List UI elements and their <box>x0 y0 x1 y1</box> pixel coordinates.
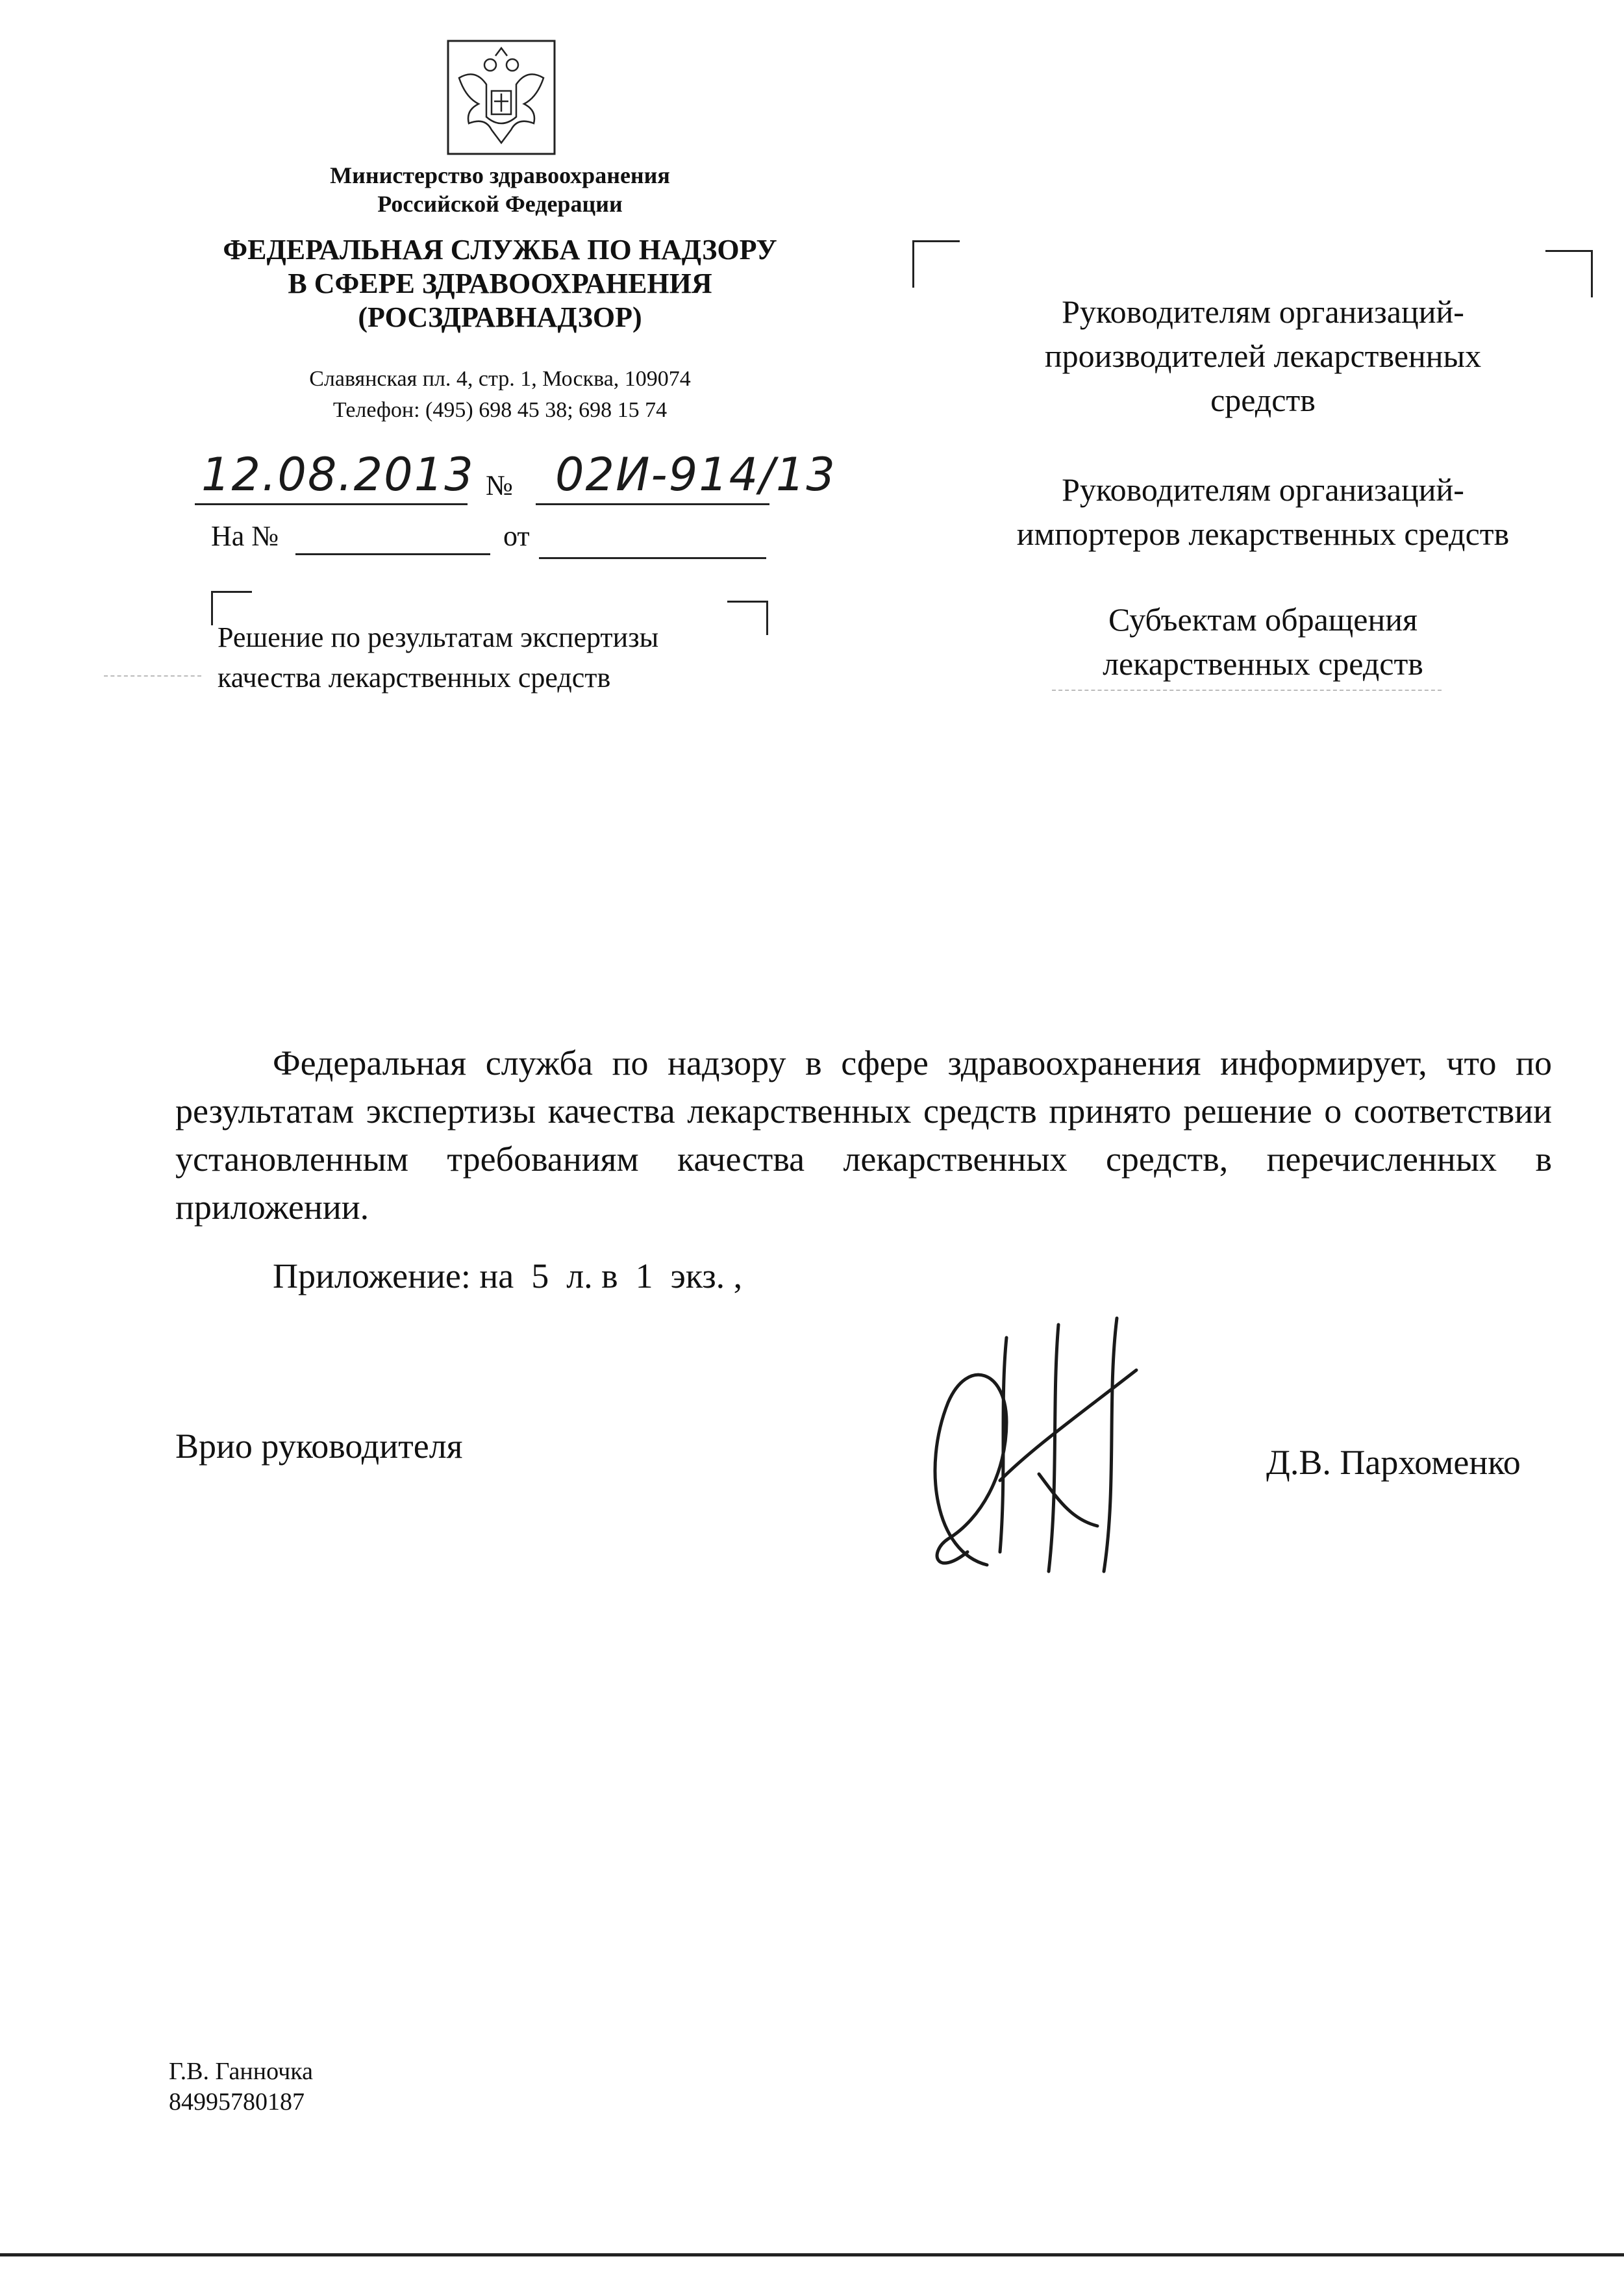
body-paragraph: Федеральная служба по надзору в сфере здравоохранения информирует, что по результатам экспертизы качества лекарственных средств принято решение о соответствии установленным требованиям качества лекарственных средств, перечисленных в приложении. <box>175 1043 1552 1227</box>
registration-number: 02И-914/13 <box>555 448 836 501</box>
addressee-3-line2: лекарственных средств <box>1103 645 1423 682</box>
service-name-line3: (РОСЗДРАВНАДЗОР) <box>358 301 642 333</box>
reference-number-label: На № <box>211 520 279 552</box>
ministry-name-line1: Министерство здравоохранения <box>330 162 670 188</box>
reference-number-line <box>295 553 490 555</box>
addressee-2-line2: импортеров лекарственных средств <box>1016 516 1510 552</box>
appendix-note: Приложение: на 5 л. в 1 экз. , <box>273 1256 743 1295</box>
scan-artifact-line <box>104 675 201 677</box>
executor-phone: 84995780187 <box>169 2088 305 2116</box>
addressee-1-line2: производителей лекарственных <box>1044 338 1482 374</box>
number-underline <box>536 503 769 505</box>
date-underline <box>195 503 468 505</box>
signer-name: Д.В. Пархоменко <box>1266 1443 1521 1482</box>
registration-date: 12.08.2013 <box>201 448 475 501</box>
scan-bottom-edge <box>0 2253 1624 2256</box>
service-name-line2: В СФЕРЕ ЗДРАВООХРАНЕНИЯ <box>288 268 712 299</box>
reference-from-line <box>539 557 766 559</box>
signer-title: Врио руководителя <box>175 1427 463 1466</box>
addressee-3-line1: Субъектам обращения <box>1108 601 1418 638</box>
russian-coat-of-arms-icon <box>446 39 556 156</box>
addressee-1-line3: средств <box>1210 382 1316 418</box>
addressee-underline-artifact <box>1052 690 1442 691</box>
number-label: № <box>486 469 513 501</box>
service-name-line1: ФЕДЕРАЛЬНАЯ СЛУЖБА ПО НАДЗОРУ <box>223 234 777 266</box>
addressee-2-line1: Руководителям организаций- <box>1062 471 1464 508</box>
reference-from-label: от <box>503 520 530 552</box>
subject-line1: Решение по результатам экспертизы <box>218 621 659 653</box>
executor-name: Г.В. Ганночка <box>169 2058 313 2085</box>
service-address: Славянская пл. 4, стр. 1, Москва, 109074 <box>309 367 691 391</box>
addressee-1-line1: Руководителям организаций- <box>1062 294 1464 330</box>
ministry-name-line2: Российской Федерации <box>377 191 623 217</box>
service-phone: Телефон: (495) 698 45 38; 698 15 74 <box>332 398 668 422</box>
subject-line2: качества лекарственных средств <box>218 662 611 693</box>
addressee-bracket-left <box>912 240 960 288</box>
handwritten-signature <box>909 1305 1143 1584</box>
